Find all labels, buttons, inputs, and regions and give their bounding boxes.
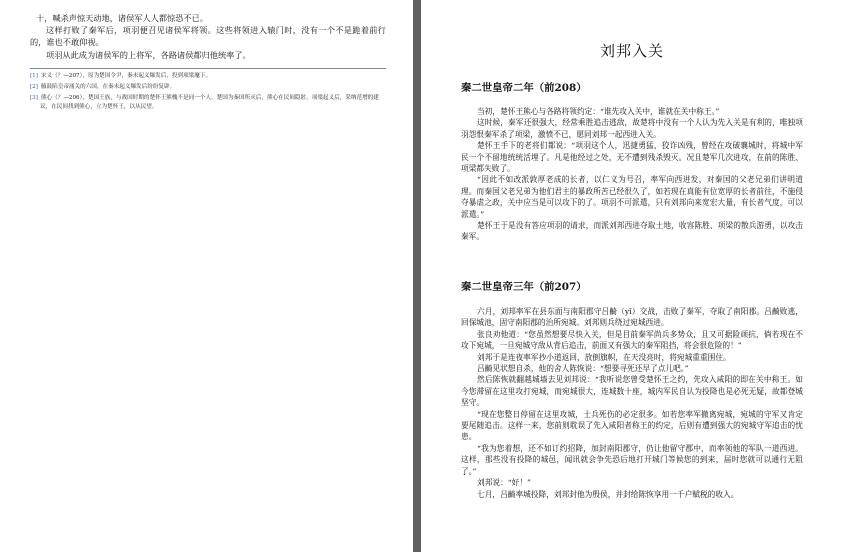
footnote-3-text: 熊心（？—206），楚国王族，与战国时期的楚怀王熊槐不是同一个人。楚国为秦国所灭后，熊心在民间隐匿。项梁起义后，采纳范增的建议，在民间找到熊心，立为楚怀王，以从民望。 xyxy=(40,94,379,110)
section-2-body xyxy=(461,306,803,500)
section-heading-2: 秦二世皇帝三年（前207） xyxy=(461,281,587,293)
footnote-divider xyxy=(30,68,386,69)
section-2-paragraph-4: 吕齮见状想自杀，他的舍人陈恢说：“想要寻死还早了点儿吧。” xyxy=(477,364,689,374)
left-paragraph-3: 项羽从此成为诸侯军的上将军，各路诸侯都归他统率了。 xyxy=(46,49,251,60)
section-2-paragraph-7: “我为您着想，还不如订约招降，加封南阳郡守，仍让他留守郡中，而率领他的军队一道西进。这样，那些没有投降的城邑，闻讯就会争先恐后地打开城门等候您的到来，届时您就可以通行无阻了。” xyxy=(461,443,803,476)
section-2-paragraph-1: 六月，刘邦率军在县东面与南阳郡守吕齮（yǐ）交战，击败了秦军，夺取了南阳郡。吕齮败逃，回保城池，固守南阳郡的治所宛城。刘邦则兵绕过宛城西进。 xyxy=(461,307,803,328)
left-paragraph-2: 这样打败了秦军后，项羽便召见诸侯军将领。这些将领进入辕门时，没有一个不是跪着前行的，谁也不敢仰视。 xyxy=(30,25,386,48)
chapter-title: 刘邦入关 xyxy=(599,42,664,60)
section-1-paragraph-1: 当初，楚怀王熊心与各路将领约定：“谁先攻入关中，谁就在关中称王。” xyxy=(477,107,720,116)
section-1-paragraph-2: 这时候，秦军还很强大，经常乘胜追击逃敌，故楚将中没有一个人认为先入关是有利的，唯独项羽怨恨秦军杀了项梁，激愤不已，愿同刘邦一起西进入关。 xyxy=(461,118,803,139)
section-2-paragraph-8: 刘邦说：“好！” xyxy=(477,478,531,488)
section-1-paragraph-5: 楚怀王于是没有答应项羽的请求，而派刘邦西进夺取土地，收容陈胜、项梁的散兵游勇，以攻击秦军。 xyxy=(461,221,803,242)
footnote-2 xyxy=(30,83,386,92)
section-2-paragraph-9: 七月，吕齮率城投降，刘邦封他为殷侯，并封给陈恢享用一千户赋税的收入。 xyxy=(477,489,739,499)
footnote-3-link[interactable]: [3] xyxy=(30,94,38,101)
section-heading-1: 秦二世皇帝二年（前208） xyxy=(461,82,587,94)
footnote-1-link[interactable]: [1] xyxy=(30,73,38,79)
left-page xyxy=(0,0,413,552)
section-1-body xyxy=(461,106,803,243)
section-2-paragraph-5: 然后陈恢就翻越城墙去见刘邦说：“我听说您曾受楚怀王之约，先攻入咸阳的即在关中称王。如今您滞留在这里攻打宛城，而宛城很大，连城数十座，城内军民自认为投降也是必死无疑，故都登城坚守。 xyxy=(461,375,803,408)
section-2-paragraph-6: “现在您整日停留在这里攻城，士兵死伤的必定很多。如若您率军撤离宛城，宛城的守军又肯定要尾随追击。这样一来，您前则耽误了先入咸阳者称王的约定，后则有遭到强大的宛城守军追击的忧患。 xyxy=(461,409,803,442)
right-page xyxy=(421,0,843,552)
section-2-paragraph-3: 刘邦于是连夜率军抄小道返回，放倒旗帜，在天没亮时，将宛城重重围住。 xyxy=(477,352,731,362)
left-paragraph-1: 十，喊杀声惊天动地，诸侯军人人都惊恐不已。 xyxy=(36,13,208,23)
section-2-paragraph-2: 张良劝他道：“您虽然想要尽快入关，但是目前秦军尚兵多势众，且又可据险顽抗，倘若现在不攻下宛城，一旦宛城守敌从背后追击，前面又有强大的秦军阻挡，将会很危险的！” xyxy=(461,329,803,351)
footnote-2-link[interactable]: [2] xyxy=(30,83,38,90)
section-1-paragraph-4: “因此不如改派敦厚老成的长者，以仁义为号召，率军向西进发，对秦国的父老兄弟们讲明道理。而秦国父老兄弟为他们君主的暴政所苦已经很久了，如若现在真能有位宽厚的长者前往，不施侵夺暴虐之政，关中应当是可以攻下的了。项羽不可派遣，只有刘邦向来宽宏大量，有长者气度，可以派遣。” xyxy=(461,175,803,219)
footnotes xyxy=(30,72,386,114)
left-page-body xyxy=(30,12,386,61)
footnote-1 xyxy=(30,72,386,81)
footnote-2-text: 腋鼓陷皇帝涌关的六国，在秦末起义爆发后纷纷复辟。 xyxy=(40,83,176,90)
section-1-paragraph-3: 楚怀王手下的老将们都说：“项羽这个人，迅捷勇猛，狡诈凶残，曾经在攻破襄城时，将城中军民一个不留地统统活埋了。凡是他经过之处，无不遭到残杀毁灭。况且楚军几次进攻，在前的陈胜、项梁都失败了。 xyxy=(461,141,803,174)
footnote-3 xyxy=(30,94,386,111)
footnote-1-text: 宋义（？—207），原为楚国令尹，秦末起义爆发后，投到项梁麾下。 xyxy=(40,73,212,79)
